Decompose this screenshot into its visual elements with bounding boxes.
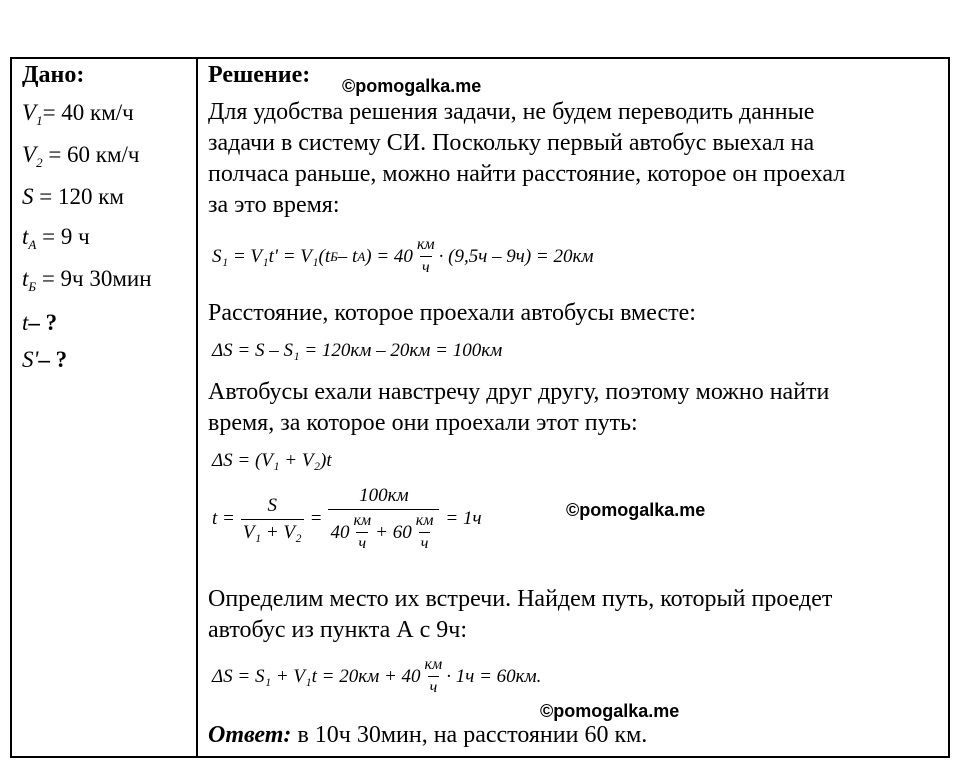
given-item xyxy=(22,100,134,129)
watermark-2: ©pomogalka.me xyxy=(566,500,706,520)
para2: Расстояние, которое проехали автобусы вместе: xyxy=(208,300,696,326)
given-subscript: A xyxy=(28,237,37,252)
f4-den2-frac-a-den: ч xyxy=(356,532,368,553)
f1-fraction xyxy=(415,236,437,277)
given-subscript: 1 xyxy=(36,113,43,128)
f4-den2-b: + 60 xyxy=(375,521,412,543)
watermark-3: ©pomogalka.me xyxy=(540,701,680,721)
given-item xyxy=(22,310,57,336)
formula-time xyxy=(212,485,482,553)
answer-text: в 10ч 30мин, на расстоянии 60 км. xyxy=(291,722,648,748)
given-symbol: t xyxy=(22,266,29,291)
f4-result: = 1ч xyxy=(445,508,482,529)
f1-right: · (9,5ч – 9ч) = 20км xyxy=(438,245,594,267)
given-value: = 9ч 30мин xyxy=(36,266,152,291)
given-symbol: S xyxy=(22,184,34,209)
formula-relative-speed: ΔS = (V₁ + V₂)t xyxy=(212,450,332,471)
f4-fraction2 xyxy=(328,485,439,553)
given-value: = 120 км xyxy=(33,184,124,209)
f5-frac-num: км xyxy=(424,656,443,673)
f5-left: ΔS = S₁ + V₁t = 20км + 40 xyxy=(212,665,421,687)
given-item xyxy=(22,266,152,295)
para1-line1: Для удобства решения задачи, не будем переводить данные xyxy=(208,99,815,125)
column-divider xyxy=(196,57,198,758)
given-subscript: 2 xyxy=(36,155,43,170)
given-symbol: V xyxy=(22,142,37,167)
given-subscript: Б xyxy=(28,279,37,294)
f4-den2 xyxy=(328,509,439,553)
given-symbol: V xyxy=(22,100,37,125)
f4-den2-frac-b xyxy=(414,512,436,553)
f1-frac-den: ч xyxy=(420,256,432,277)
f4-den2-frac-a xyxy=(351,512,373,553)
given-value: = 60 км/ч xyxy=(42,142,140,167)
f4-den2-frac-b-den: ч xyxy=(419,532,431,553)
given-symbol: S' xyxy=(22,347,39,372)
given-item xyxy=(22,142,139,171)
f4-fraction1 xyxy=(241,495,304,544)
f4-t: t = xyxy=(212,508,235,529)
given-symbol: t xyxy=(22,224,29,249)
given-value: – ? xyxy=(38,347,68,372)
given-item xyxy=(22,184,124,210)
answer-line xyxy=(208,720,647,751)
f1-left: S₁ = V₁t' = V₁(t xyxy=(212,245,331,267)
formula-meeting-place xyxy=(212,656,541,697)
formula-total-distance: ΔS = S – S₁ = 120км – 20км = 100км xyxy=(212,340,503,361)
f4-num2: 100км xyxy=(359,485,409,506)
para1-line4: за это время: xyxy=(208,192,340,218)
given-item xyxy=(22,224,90,253)
watermark-1: ©pomogalka.me xyxy=(342,76,482,96)
f1-mid4: ) = 40 xyxy=(365,245,413,267)
f4-den2-frac-b-num: км xyxy=(415,512,434,529)
para1-line3: полчаса раньше, можно найти расстояние, которое он проехал xyxy=(208,161,846,187)
para4-line2: автобус из пункта А с 9ч: xyxy=(208,617,468,643)
f4-num1: S xyxy=(267,494,277,516)
f1-sub-a: A xyxy=(357,248,366,264)
given-value: = 40 км/ч xyxy=(42,100,134,125)
para3-line2: время, за которое они проехали этот путь: xyxy=(208,410,638,436)
f5-fraction xyxy=(423,656,445,697)
given-value: = 9 ч xyxy=(36,224,90,249)
given-item xyxy=(22,347,67,373)
f1-frac-num: км xyxy=(416,236,435,253)
given-header: Дано: xyxy=(22,62,85,88)
para1-line2: задачи в систему СИ. Поскольку первый автобус выехал на xyxy=(208,130,815,156)
para4-line1: Определим место их встречи. Найдем путь, который проедет xyxy=(208,586,833,612)
answer-label: Ответ: xyxy=(208,722,292,748)
f4-den2-frac-a-num: км xyxy=(353,512,372,529)
para3-line1: Автобусы ехали навстречу друг другу, поэтому можно найти xyxy=(208,379,830,405)
given-symbol: t xyxy=(22,310,29,335)
given-value: – ? xyxy=(28,310,58,335)
f5-frac-den: ч xyxy=(428,676,440,697)
f1-sub-b: Б xyxy=(330,248,338,264)
f4-eq: = xyxy=(309,508,323,529)
solution-header: Решение: xyxy=(208,62,311,88)
f4-den2-a: 40 xyxy=(330,521,350,543)
f5-right: · 1ч = 60км. xyxy=(446,665,542,687)
f1-mid2: – t xyxy=(337,245,358,267)
formula-distance-first-bus xyxy=(212,236,594,277)
f4-den1: V₁ + V₂ xyxy=(241,519,304,544)
